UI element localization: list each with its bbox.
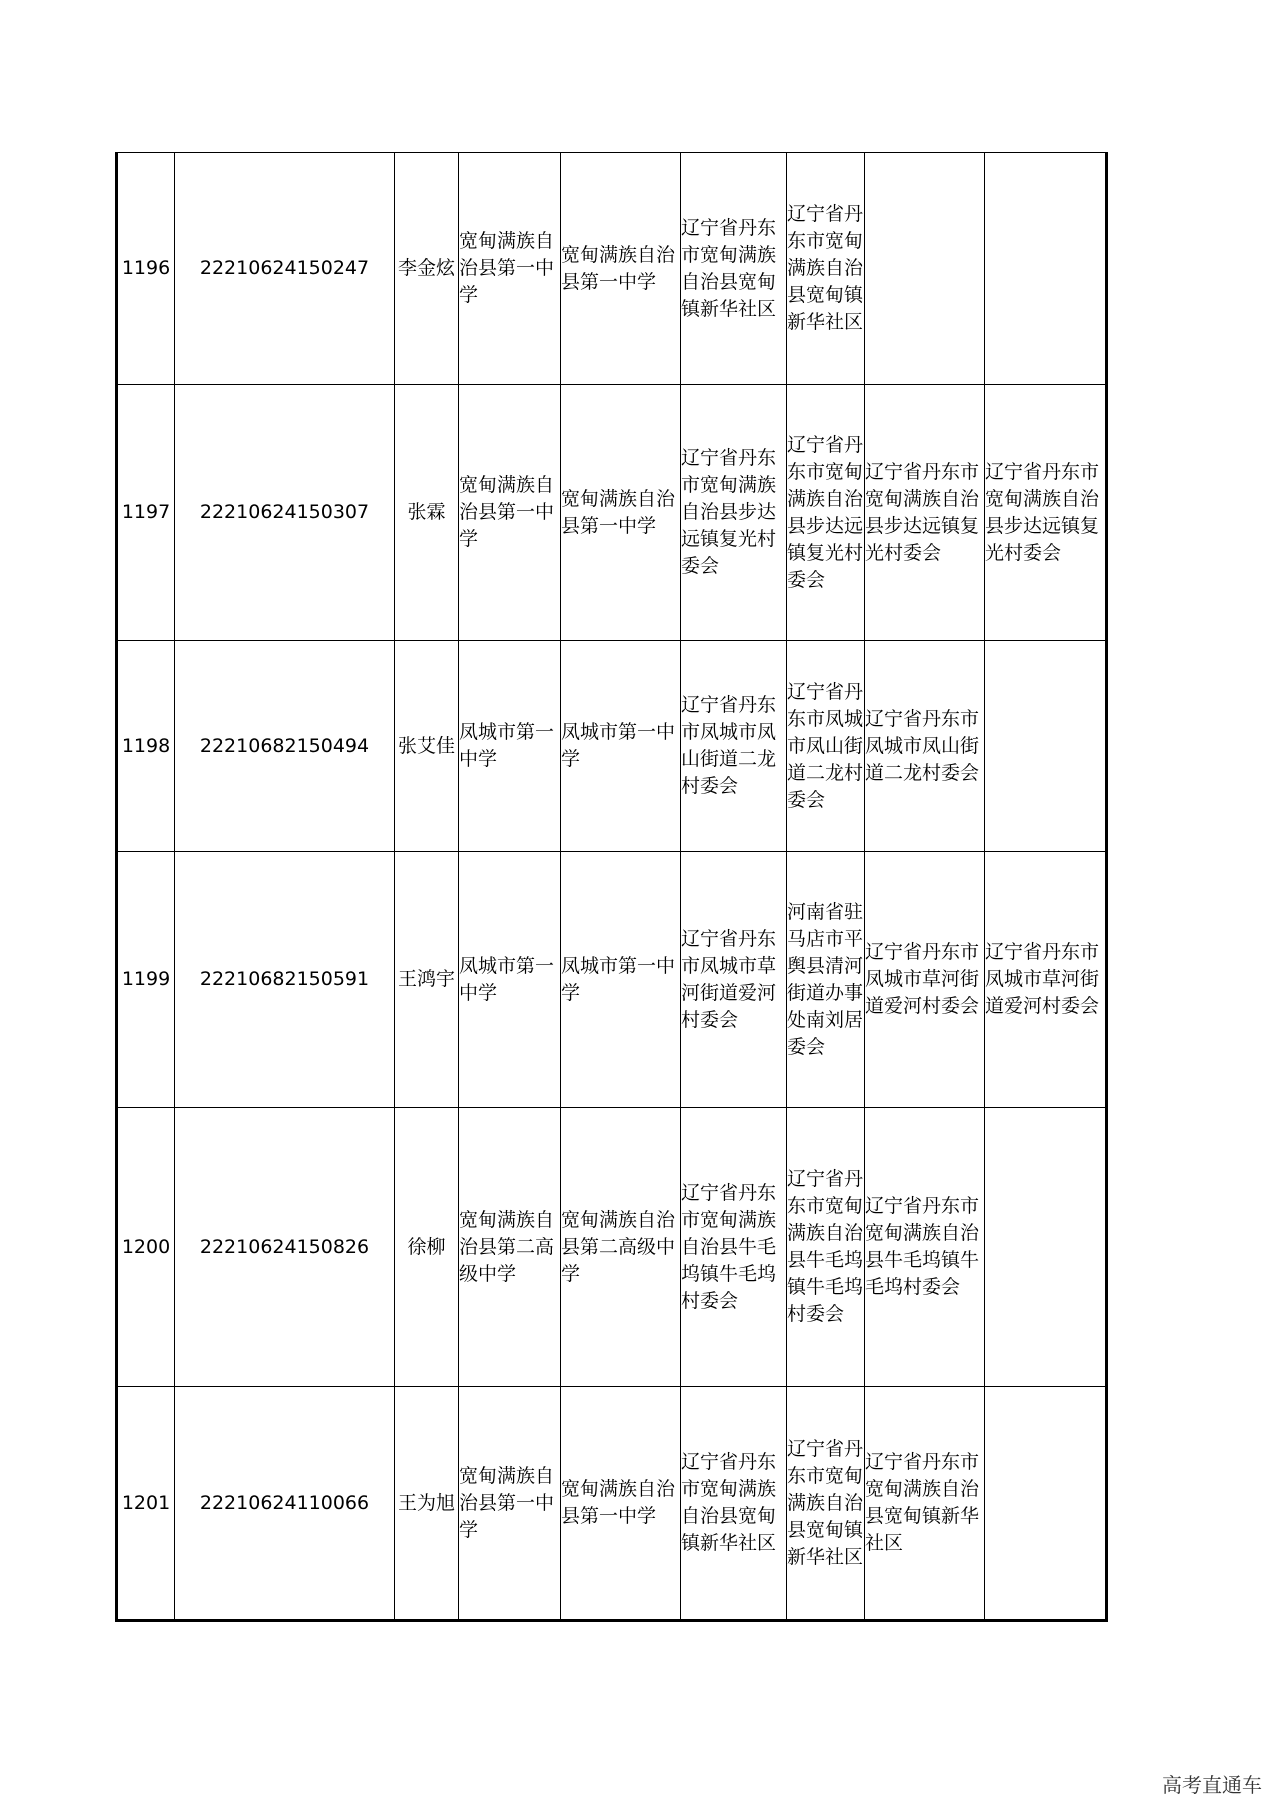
roster-table	[115, 152, 1108, 1622]
school-full-cell: 宽甸满族自治县第一中学	[561, 385, 681, 641]
seq-cell: 1198	[117, 641, 175, 852]
address1-cell: 辽宁省丹东市宽甸满族自治县宽甸镇新华社区	[681, 1387, 787, 1621]
seq-cell: 1196	[117, 153, 175, 385]
exam-id-cell: 22210682150591	[175, 852, 395, 1108]
exam-id-cell: 22210624150247	[175, 153, 395, 385]
school-full-cell: 宽甸满族自治县第一中学	[561, 1387, 681, 1621]
address3-cell: 辽宁省丹东市凤城市草河街道爱河村委会	[865, 852, 985, 1108]
watermark-text: 高考直通车	[1162, 1773, 1262, 1797]
name-cell: 王鸿宇	[395, 852, 459, 1108]
address2-cell: 辽宁省丹东市宽甸满族自治县宽甸镇新华社区	[787, 153, 865, 385]
address2-cell: 辽宁省丹东市宽甸满族自治县步达远镇复光村委会	[787, 385, 865, 641]
table-row	[117, 385, 1107, 641]
address3-cell: 辽宁省丹东市凤城市凤山街道二龙村委会	[865, 641, 985, 852]
seq-cell: 1200	[117, 1108, 175, 1387]
table-row	[117, 1387, 1107, 1621]
address2-cell: 辽宁省丹东市凤城市凤山街道二龙村委会	[787, 641, 865, 852]
school-cell: 凤城市第一中学	[459, 641, 561, 852]
school-cell: 宽甸满族自治县第一中学	[459, 385, 561, 641]
address3-cell	[865, 153, 985, 385]
address1-cell: 辽宁省丹东市宽甸满族自治县宽甸镇新华社区	[681, 153, 787, 385]
exam-id-cell: 22210682150494	[175, 641, 395, 852]
name-cell: 李金炫	[395, 153, 459, 385]
table-row	[117, 153, 1107, 385]
name-cell: 徐柳	[395, 1108, 459, 1387]
address4-cell	[985, 1387, 1107, 1621]
table-row	[117, 852, 1107, 1108]
seq-cell: 1199	[117, 852, 175, 1108]
school-cell: 宽甸满族自治县第一中学	[459, 153, 561, 385]
school-full-cell: 宽甸满族自治县第二高级中学	[561, 1108, 681, 1387]
address1-cell: 辽宁省丹东市凤城市凤山街道二龙村委会	[681, 641, 787, 852]
school-cell: 宽甸满族自治县第二高级中学	[459, 1108, 561, 1387]
address4-cell: 辽宁省丹东市凤城市草河街道爱河村委会	[985, 852, 1107, 1108]
address1-cell: 辽宁省丹东市宽甸满族自治县步达远镇复光村委会	[681, 385, 787, 641]
name-cell: 王为旭	[395, 1387, 459, 1621]
seq-cell: 1197	[117, 385, 175, 641]
school-full-cell: 凤城市第一中学	[561, 641, 681, 852]
address4-cell	[985, 641, 1107, 852]
seq-cell: 1201	[117, 1387, 175, 1621]
school-cell: 凤城市第一中学	[459, 852, 561, 1108]
address3-cell: 辽宁省丹东市宽甸满族自治县牛毛坞镇牛毛坞村委会	[865, 1108, 985, 1387]
exam-id-cell: 22210624150826	[175, 1108, 395, 1387]
address2-cell: 河南省驻马店市平舆县清河街道办事处南刘居委会	[787, 852, 865, 1108]
school-cell: 宽甸满族自治县第一中学	[459, 1387, 561, 1621]
school-full-cell: 凤城市第一中学	[561, 852, 681, 1108]
exam-id-cell: 22210624150307	[175, 385, 395, 641]
address4-cell	[985, 1108, 1107, 1387]
address3-cell: 辽宁省丹东市宽甸满族自治县宽甸镇新华社区	[865, 1387, 985, 1621]
address4-cell: 辽宁省丹东市宽甸满族自治县步达远镇复光村委会	[985, 385, 1107, 641]
school-full-cell: 宽甸满族自治县第一中学	[561, 153, 681, 385]
name-cell: 张霖	[395, 385, 459, 641]
address2-cell: 辽宁省丹东市宽甸满族自治县宽甸镇新华社区	[787, 1387, 865, 1621]
name-cell: 张艾佳	[395, 641, 459, 852]
address3-cell: 辽宁省丹东市宽甸满族自治县步达远镇复光村委会	[865, 385, 985, 641]
address4-cell	[985, 153, 1107, 385]
address1-cell: 辽宁省丹东市宽甸满族自治县牛毛坞镇牛毛坞村委会	[681, 1108, 787, 1387]
address1-cell: 辽宁省丹东市凤城市草河街道爱河村委会	[681, 852, 787, 1108]
exam-id-cell: 22210624110066	[175, 1387, 395, 1621]
address2-cell: 辽宁省丹东市宽甸满族自治县牛毛坞镇牛毛坞村委会	[787, 1108, 865, 1387]
table-row	[117, 1108, 1107, 1387]
table-row	[117, 641, 1107, 852]
